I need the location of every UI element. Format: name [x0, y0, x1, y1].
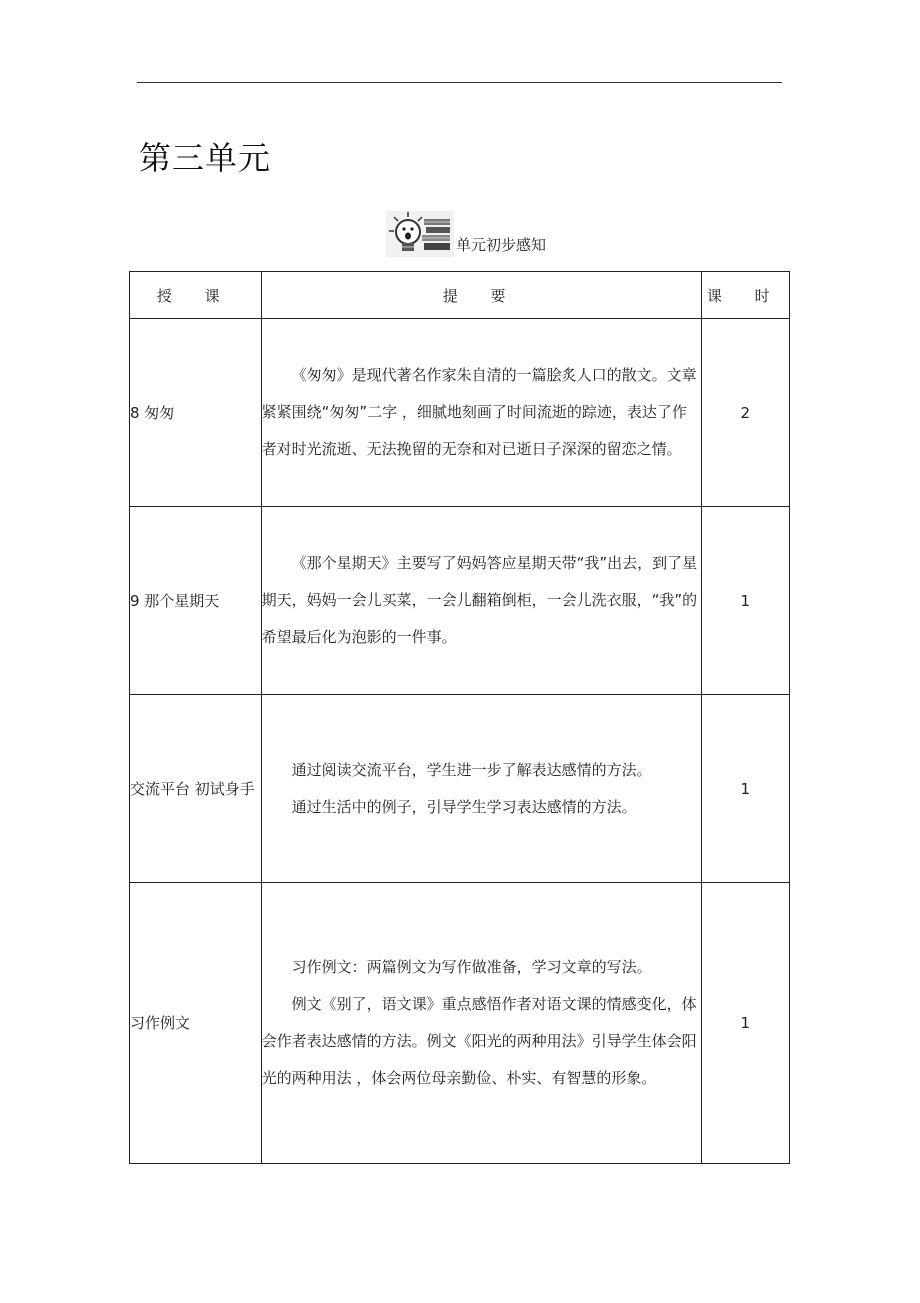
- lesson-table: [129, 271, 790, 1164]
- lesson-name: 9 那个星期天: [130, 507, 262, 695]
- lesson-hours: 1: [701, 507, 789, 695]
- summary-paragraph: 《匆匆》是现代著名作家朱自清的一篇脍炙人口的散文。文章紧紧围绕“匆匆”二字 ，细腻地刻画了时间流逝的踪迹，表达了作者对时光流逝、无法挽留的无奈和对已逝日子深深的留恋之情。: [261, 366, 697, 458]
- lesson-hours: 1: [701, 883, 789, 1164]
- lesson-summary: [261, 507, 701, 695]
- header-rule: [137, 82, 782, 83]
- lesson-name: 习作例文: [130, 883, 262, 1164]
- table-row: [130, 883, 790, 1164]
- header-lesson: 授 课: [130, 272, 262, 319]
- table-row: [130, 319, 790, 507]
- summary-paragraph: 例文《别了，语文课》重点感悟作者对语文课的情感变化，体会作者表达感情的方法。例文《阳光的两种用法》引导学生体会阳光的两种用法 ，体会两位母亲勤俭、朴实、有智慧的形象。: [261, 995, 697, 1087]
- lesson-summary: [261, 883, 701, 1164]
- lightbulb-books-icon: [386, 211, 454, 257]
- summary-paragraph: 习作例文：两篇例文为写作做准备，学习文章的写法。: [291, 958, 652, 976]
- table-row: [130, 507, 790, 695]
- lesson-name: 交流平台 初试身手: [130, 695, 262, 883]
- summary-paragraph: 通过阅读交流平台，学生进一步了解表达感情的方法。: [291, 760, 652, 779]
- lesson-hours: 2: [701, 319, 789, 507]
- lesson-name: 8 匆匆: [130, 319, 262, 507]
- section-label: 单元初步感知: [456, 236, 547, 254]
- summary-paragraph: 《那个星期天》主要写了妈妈答应星期天带“我”出去，到了星期天，妈妈一会儿买菜，一会儿翻箱倒柜，一会儿洗衣服，“我”的希望最后化为泡影的一件事。: [261, 554, 698, 646]
- table-header-row: [130, 272, 790, 319]
- lesson-summary: [261, 695, 701, 883]
- header-summary: 提 要: [261, 272, 701, 319]
- lesson-summary: [261, 319, 701, 507]
- lesson-hours: 1: [701, 695, 789, 883]
- section-heading: [386, 209, 546, 257]
- unit-title: 第三单元: [139, 139, 272, 177]
- table-row: [130, 695, 790, 883]
- summary-paragraph: 通过生活中的例子，引导学生学习表达感情的方法。: [291, 797, 637, 816]
- header-hours: 课 时: [701, 272, 789, 319]
